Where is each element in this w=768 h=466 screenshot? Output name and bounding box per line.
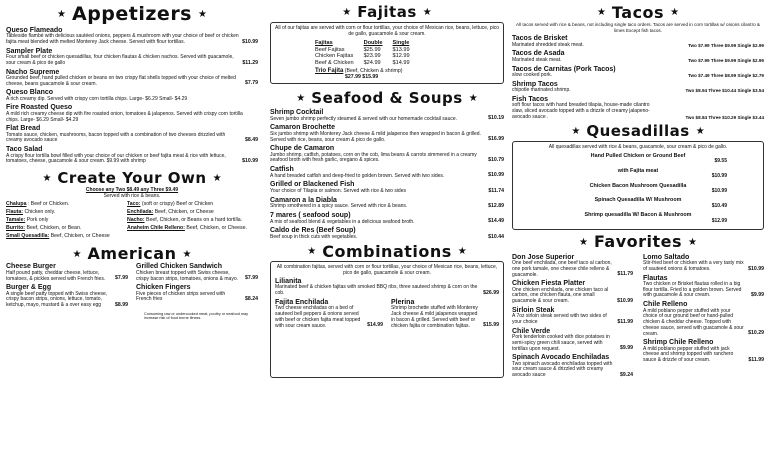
item-price: Two $7.99 Three $9.99 Single $2.99 xyxy=(687,58,764,64)
create-option-desc: Beef, Chicken, or Bean. xyxy=(26,225,82,232)
menu-item xyxy=(6,125,258,144)
menu-item xyxy=(270,109,504,122)
item-price: $26.99 xyxy=(483,289,499,296)
item-price: $10.99 xyxy=(488,172,504,179)
combinations-list xyxy=(275,299,499,331)
item-desc: A 7oz sirloin steak served with two sides of your choice xyxy=(512,313,607,326)
menu-item xyxy=(275,299,383,329)
quesadillas-list xyxy=(549,153,727,225)
tacos-list xyxy=(512,35,764,120)
tacos-heading xyxy=(512,4,764,22)
item-name: Chile Relleno xyxy=(643,301,688,309)
create-option-name: Enchilada: xyxy=(127,209,154,216)
item-price: $10.99 xyxy=(711,187,727,194)
quesadillas-box xyxy=(512,141,764,231)
menu-item xyxy=(512,354,633,379)
create-option xyxy=(127,226,257,232)
create-served: Served with rice & beans. xyxy=(103,193,161,200)
menu-item xyxy=(270,227,504,240)
item-name: Spinach Avocado Enchiladas xyxy=(512,354,610,362)
quesadilla-item xyxy=(549,183,727,195)
star-icon: ★ xyxy=(182,248,192,260)
item-price: $9.55 xyxy=(714,157,727,164)
fajitas-table xyxy=(315,40,420,66)
menu-item xyxy=(512,280,633,305)
star-icon: ★ xyxy=(695,126,705,138)
menu-item xyxy=(136,284,258,309)
menu-item xyxy=(512,254,633,279)
menu-item xyxy=(6,27,258,46)
item-name: 7 mares ( seafood soup) xyxy=(270,212,351,220)
favorites-title: Favorites xyxy=(593,232,683,252)
star-icon: ★ xyxy=(307,246,317,258)
item-name: Queso Blanco xyxy=(6,89,54,97)
create-options xyxy=(6,202,258,242)
item-name: Don Jose Superior xyxy=(512,253,575,261)
quesadilla-item xyxy=(549,197,727,209)
taco-item xyxy=(512,96,764,121)
item-name: Caldo de Res (Beef Soup) xyxy=(270,227,356,235)
fajitas-cell: $24.99 xyxy=(363,59,381,66)
trio-desc: (Beef, Chicken & shrimp) xyxy=(344,67,403,74)
item-price: $7.99 xyxy=(115,275,128,282)
item-price: $14.99 xyxy=(367,322,383,329)
item-desc: chipotle marinated shrimp. xyxy=(512,87,571,94)
menu-item xyxy=(643,301,764,337)
taco-item xyxy=(512,66,764,79)
menu-item xyxy=(270,124,504,143)
fajitas-cell: Chicken Fajitas xyxy=(315,53,354,60)
item-name: Burger & Egg xyxy=(6,284,52,292)
item-name: Chile Verde xyxy=(512,327,551,335)
star-icon: ★ xyxy=(212,172,222,184)
create-option-name: Flauta: xyxy=(6,209,24,216)
item-name: Lilianita xyxy=(275,278,302,286)
item-name: Chupe de Camaron xyxy=(270,145,335,153)
star-icon: ★ xyxy=(72,248,82,260)
star-icon: ★ xyxy=(688,236,698,248)
american-list xyxy=(6,263,258,310)
item-name: Tacos de Brisket xyxy=(512,35,568,43)
menu-item xyxy=(512,307,633,326)
menu-item xyxy=(6,263,128,282)
menu-item xyxy=(136,263,258,282)
create-option-desc: (soft or crispy) Beef or Chicken xyxy=(141,201,214,208)
fajitas-header: Single xyxy=(392,40,410,47)
favorites-grid xyxy=(512,254,764,381)
item-desc: A mix of seafood blend & vegetables in a delicious seafood broth. xyxy=(270,218,415,225)
item-name: Tacos de Carnitas (Pork Tacos) xyxy=(512,65,616,73)
item-name: Shrimp Cocktail xyxy=(270,109,324,117)
item-price: $7.79 xyxy=(245,80,258,87)
create-option-name: Taco: xyxy=(127,201,141,208)
fajitas-header: Double xyxy=(363,40,383,47)
menu-item xyxy=(643,254,764,273)
item-desc: Tableside flambé with delicious sautéed onions, peppers & mushroom with your choice of beef or chicken fajita meat blended with melted Monterey Jack cheese. Served with flour tortillas. xyxy=(6,33,239,45)
item-desc: Jumbo shrimp, catfish, potatoes, corn on the cob, lima beans & carrots simmered in a creamy seafood broth with fresh garlic, oregano & spices. xyxy=(270,151,477,164)
item-price: Two $8.84 Three $10.29 Single $3.44 xyxy=(685,115,764,121)
item-desc: Marinated beef & chicken fajitas with smoked BBQ ribs, three sauteed shrimp & corn on the cob. xyxy=(275,284,478,297)
create-option-name: Small Quesadilla: xyxy=(6,233,50,240)
item-desc: Shrimp smothered in a spicy sauce. Served with rice & beans. xyxy=(270,203,408,210)
item-desc: One chicken enchilada, one chicken taco al carbon, one chicken flauta, one small guacamole & sour cream. xyxy=(512,286,609,305)
star-icon: ★ xyxy=(342,6,352,18)
item-desc: A single beef patty topped with Swiss cheese, crispy bacon strips, onions, lettuce, tomato, ketchup, mayo, mustard & a over easy egg xyxy=(6,290,108,309)
item-desc: Stir-fried beef or chicken with a very tasty mix of sauteed onions & tomatoes. xyxy=(643,260,744,272)
item-price: $10.99 xyxy=(617,297,633,304)
item-name: Fire Roasted Queso xyxy=(6,104,73,112)
combinations-intro: All combination fajitas, served with corn or flour tortillas, your choice of Mexican rice, beans, lettuce, pico de gallo, guacamole & sour cream. xyxy=(276,264,498,277)
fajitas-row xyxy=(315,60,420,66)
item-price: $12.89 xyxy=(488,203,504,210)
item-name: Cheese Burger xyxy=(6,263,56,271)
favorites-left xyxy=(512,254,633,381)
menu-item xyxy=(643,275,764,300)
item-desc: Your choice of Tilapia or salmon. Served with rice & two sides xyxy=(270,188,406,194)
create-option xyxy=(127,210,257,216)
item-name: Plerina xyxy=(391,298,415,306)
item-price: $11.74 xyxy=(488,187,504,194)
item-name: Sirloin Steak xyxy=(512,306,555,314)
trio-prices: $27.99 $15.99 xyxy=(345,73,379,80)
american-heading xyxy=(6,245,258,263)
item-desc: Half pound patty, cheddar cheese, lettuce, tomatoes, & pickles served with French fries. xyxy=(6,269,106,282)
item-name: Fajita Enchilada xyxy=(275,298,329,306)
item-desc: Marinated shredded steak meat. xyxy=(512,41,584,48)
item-desc: One beef enchilada, one beef taco al carbon, one pork tamale, one cheese chile relleno & guacamole. xyxy=(512,260,612,278)
quesadilla-item xyxy=(549,153,727,165)
appetizers-title: Appetizers xyxy=(71,3,192,25)
menu-item xyxy=(6,146,258,165)
create-option-desc: : Beef or Chicken. xyxy=(27,201,70,208)
create-option-desc: Beef, Chicken, or Cheese xyxy=(154,209,214,216)
star-icon: ★ xyxy=(198,9,207,21)
combinations-box xyxy=(270,261,504,378)
item-desc: Beef soup in thick cuts with vegetables. xyxy=(270,233,358,240)
item-price: $8.99 xyxy=(115,301,128,308)
create-option xyxy=(6,234,121,240)
item-price: $8.24 xyxy=(245,296,258,303)
combinations-title: Combinations xyxy=(322,241,452,261)
item-desc: Chicken breast topped with Swiss cheese, crispy bacon strips, tomatoes, onions & mayo. xyxy=(136,269,238,282)
column-middle xyxy=(270,0,504,466)
item-desc: A mild poblano pepper stuffed with jack cheese and shrimp topped with ranchero sauce & drizzle of sour cream. xyxy=(643,345,734,364)
create-option xyxy=(6,210,121,216)
item-price: $11.99 xyxy=(617,318,633,325)
create-title: Create Your Own xyxy=(57,169,207,187)
item-price: $15.99 xyxy=(483,322,499,329)
combinations-heading xyxy=(270,243,504,261)
item-name: Chicken Fiesta Platter xyxy=(512,280,586,288)
menu-item xyxy=(270,181,504,194)
star-icon: ★ xyxy=(457,246,467,258)
seafood-heading xyxy=(270,90,504,107)
american-note: Consuming raw or undercooked meat, poultry or seafood may increase risk of food borne illness xyxy=(144,311,249,321)
item-price: $9.99 xyxy=(751,292,764,299)
item-price: $10.79 xyxy=(488,157,504,164)
seafood-list xyxy=(270,109,504,241)
create-option-name: Anaheim Chile Relleno: xyxy=(127,225,185,232)
item-price: $10.99 xyxy=(242,158,258,165)
seafood-title: Seafood & Soups xyxy=(311,88,463,107)
menu-item xyxy=(6,284,128,309)
star-icon: ★ xyxy=(596,7,606,19)
item-desc: A rich creamy dip. Served with crispy corn tortilla chips. Large- $6.29 Small- $4.29 xyxy=(6,95,188,102)
tacos-intro: All tacos served with rice & beans, not including single taco orders. Tacos are served in corn tortillas w/ onions cilantro & limes Except fish tacos. xyxy=(515,22,760,33)
item-price: $9.99 xyxy=(620,345,633,352)
item-price: $10.19 xyxy=(488,115,504,122)
item-price: $16.99 xyxy=(488,136,504,143)
item-desc: Four small beef or chicken quesadillas, four chicken flautas & chicken nachos. Served with guacamole, sour cream & pico de gallo xyxy=(6,54,234,66)
item-price: $10.99 xyxy=(748,265,764,272)
fajitas-cell: Beef Fajitas xyxy=(315,46,345,53)
item-name: Nacho Supreme xyxy=(6,68,60,76)
item-price: $9.24 xyxy=(620,372,633,379)
item-desc: Two cheese enchiladas on a bed of sauteed bell peppers & onions served with beef or chicken fajita meat topped with sour cream sauce. xyxy=(275,305,361,329)
quesadillas-title: Quesadillas xyxy=(586,122,690,141)
item-desc: Pork tenderloin cooked with dice potatoes in semi-spicy green chili sauce, served with tortillas upon request. xyxy=(512,334,610,352)
fajitas-header: Fajitas xyxy=(315,40,333,47)
fajitas-cell: $14.99 xyxy=(392,59,410,66)
item-price: $11.29 xyxy=(242,59,258,66)
item-price: $10.49 xyxy=(711,202,727,209)
item-name: Sampler Plate xyxy=(6,47,53,55)
item-price: $10.29 xyxy=(748,330,764,337)
item-desc: slow cooked pork. xyxy=(512,71,553,78)
fajitas-row xyxy=(315,53,420,59)
fajitas-cell: $25.99 xyxy=(363,46,381,53)
item-desc: Tomato sauce, chicken, mushrooms, bacon topped with a combination of two cheeses drizzled with creamy avocado sauce xyxy=(6,131,226,144)
menu-item xyxy=(270,197,504,210)
menu-item xyxy=(6,89,258,102)
item-name: Fish Tacos xyxy=(512,95,549,103)
item-name: Taco Salad xyxy=(6,146,43,154)
item-name: Catfish xyxy=(270,166,294,174)
item-name: Chicken Fingers xyxy=(136,284,191,292)
menu-item xyxy=(6,48,258,67)
create-option xyxy=(6,226,121,232)
item-price: $12.99 xyxy=(711,217,727,224)
menu-item xyxy=(270,212,504,225)
item-price: $7.99 xyxy=(245,275,258,282)
quesadilla-item xyxy=(549,212,727,224)
create-option-name: Tamale: xyxy=(6,217,26,224)
taco-item xyxy=(512,81,764,94)
item-desc: Six jumbo shrimp with Monterey Jack cheese & mild jalapenos then wrapped in bacon & grilled. Served with rice, beans, sour cream & pico de gallo. xyxy=(270,130,481,143)
menu-item xyxy=(270,166,504,179)
column-right xyxy=(512,0,764,466)
create-option-desc: Beef, Chicken, or Cheese. xyxy=(186,225,247,232)
create-option-desc: Beef, Chicken, or Beans on a hard tortilla. xyxy=(146,217,243,224)
trio-name: Trio Fajita xyxy=(315,67,344,74)
fajitas-heading xyxy=(270,4,504,21)
create-right xyxy=(127,202,257,242)
item-price: $11.99 xyxy=(748,356,764,363)
star-icon: ★ xyxy=(670,7,680,19)
item-name: Grilled Chicken Sandwich xyxy=(136,263,222,271)
item-desc: A mild rich creamy cheese dip with fire roasted onion, tomatoes & jalapenos. Served with crispy corn tortilla chips. Large- $6.29 Small- $4.29 xyxy=(6,110,243,123)
star-icon: ★ xyxy=(468,92,478,104)
item-name: Shrimp Chile Relleno xyxy=(643,339,714,347)
item-name: Flautas xyxy=(643,274,668,282)
item-price: $8.49 xyxy=(245,137,258,144)
item-desc: A crispy flour tortilla bowl filled with your choice of our chicken or beef fajita meat & rice with lettuce, tomatoes, cheese, guacamole & sour cream. $9.99 with shrimp xyxy=(6,152,226,165)
appetizers-heading xyxy=(6,4,258,26)
create-heading xyxy=(6,170,258,187)
menu-item xyxy=(275,278,499,297)
menu-item xyxy=(6,69,258,88)
item-price: $10.99 xyxy=(242,38,258,45)
create-option-desc: Chicken only. xyxy=(24,209,56,216)
appetizers-list xyxy=(6,27,258,165)
item-price: $14.49 xyxy=(488,218,504,225)
menu-item xyxy=(643,339,764,364)
item-name: Shrimp Tacos xyxy=(512,80,558,88)
create-option xyxy=(6,218,121,224)
create-option xyxy=(6,202,121,208)
create-left xyxy=(6,202,121,242)
star-icon: ★ xyxy=(57,9,66,21)
create-choose: Choose any Two $8.49 any Three $9.49 xyxy=(85,187,179,194)
item-name: Spinach Quesadilla W/ Mushroom xyxy=(594,197,682,204)
favorites-right xyxy=(643,254,764,381)
create-option-name: Chalupa xyxy=(6,201,27,208)
item-name: Camaron Brochette xyxy=(270,124,335,132)
star-icon: ★ xyxy=(296,92,306,104)
item-price: Two $7.49 Three $8.99 Single $2.79 xyxy=(687,73,764,79)
item-name: Hand Pulled Chicken or Ground Beef xyxy=(590,152,686,159)
item-name: Tacos de Asada xyxy=(512,50,565,58)
menu-item xyxy=(512,328,633,353)
item-desc: A hand breaded catfish and deep-fried to golden brown. Served with two sides. xyxy=(270,172,445,179)
fajitas-cell: $12.99 xyxy=(392,53,410,60)
item-price: $10.99 xyxy=(711,172,727,179)
item-name: Chicken Bacon Mushroom Quesadilla xyxy=(589,182,687,189)
item-name: Shrimp quesadilla W/ Bacon & Mushroom xyxy=(584,212,692,219)
item-name: Grilled or Blackened Fish xyxy=(270,181,355,189)
fajitas-header-row xyxy=(315,40,420,46)
fajitas-title: Fajitas xyxy=(357,3,417,21)
item-name: Lomo Saltado xyxy=(643,253,690,261)
fajitas-cell: Beef & Chicken xyxy=(315,59,354,66)
fajitas-cell: $13.99 xyxy=(392,46,410,53)
create-option-name: Nacho: xyxy=(127,217,145,224)
create-option xyxy=(127,202,257,208)
item-desc: Two spinach avocado enchiladas topped with sour cream sauce & drizzled with creamy avocado sauce xyxy=(512,360,613,379)
item-desc: Five pieces of chicken strips served with French fries xyxy=(136,290,226,303)
item-desc: Seven jumbo shrimp perfectly steamed & served with our homemade cocktail sauce. xyxy=(270,115,458,122)
taco-item xyxy=(512,50,764,63)
item-desc: Grounded beef, hand pulled chicken or beans on two crispy flat shells topped with your choice of melted cheese, beans guacamole & sour cream. xyxy=(6,74,236,87)
menu-item xyxy=(270,145,504,164)
quesadillas-intro: All quesadillas served with rice & beans, guacamole, sour cream & pico de gallo. xyxy=(548,143,728,150)
fajitas-intro: All of our fajitas are served with corn or flour tortillas, your choice of Mexican rice, beans, lettuce, pico de gallo, guacamole & sour cream. xyxy=(275,25,499,38)
item-price: $11.79 xyxy=(617,271,633,278)
item-name: Camaron a la Diabla xyxy=(270,196,337,204)
quesadilla-item xyxy=(549,168,727,180)
star-icon: ★ xyxy=(422,6,432,18)
menu-item xyxy=(391,299,499,329)
item-desc: soft flour tacos with hand breaded tilapia, house-made cilantro slaw, sliced avocado topped with a drizzle of creamy jalapeno-avocado sauce . xyxy=(512,102,650,120)
create-option xyxy=(127,218,257,224)
fajitas-cell: $23.99 xyxy=(363,53,381,60)
favorites-heading xyxy=(512,233,764,251)
create-option-desc: Beef, Chicken, or Cheese xyxy=(50,233,110,240)
item-desc: Shrimp brochette stuffed with Monterey Jack cheese & mild jalapenos wrapped in bacon & grilled. Served with beef or chicken fajita or combination fajitas. xyxy=(391,305,478,329)
column-left xyxy=(6,0,258,466)
american-title: American xyxy=(87,244,177,264)
star-icon: ★ xyxy=(571,126,581,138)
taco-item xyxy=(512,35,764,48)
item-price: Two $8.94 Three $10.44 Single $3.54 xyxy=(685,88,764,94)
create-option-name: Burrito: xyxy=(6,225,26,232)
fajitas-box xyxy=(270,22,504,84)
menu-item xyxy=(6,104,258,123)
create-option-desc: Pork only xyxy=(26,217,49,224)
item-desc: Marinated steak meat. xyxy=(512,56,562,63)
item-price: Two $7.99 Three $9.99 Single $2.99 xyxy=(687,43,764,49)
star-icon: ★ xyxy=(42,172,52,184)
item-desc: Two chicken or Brisket flautas rolled in a big flour tortilla. Fried to a golden brown. Served with guacamole & sour cream. xyxy=(643,280,742,299)
star-icon: ★ xyxy=(578,236,588,248)
item-price: $10.44 xyxy=(488,233,504,240)
item-name: Queso Flameado xyxy=(6,26,63,34)
item-desc: A mild poblano pepper stuffed with your choice of our ground beef or hand-pulled chicken & cheddar cheese. Topped with cheese sauce, served with guacamole & sour cream. xyxy=(643,307,744,337)
quesadillas-heading xyxy=(512,123,764,140)
item-name: Flat Bread xyxy=(6,125,41,133)
item-name: with Fajita meat xyxy=(617,167,659,174)
tacos-title: Tacos xyxy=(611,3,665,22)
